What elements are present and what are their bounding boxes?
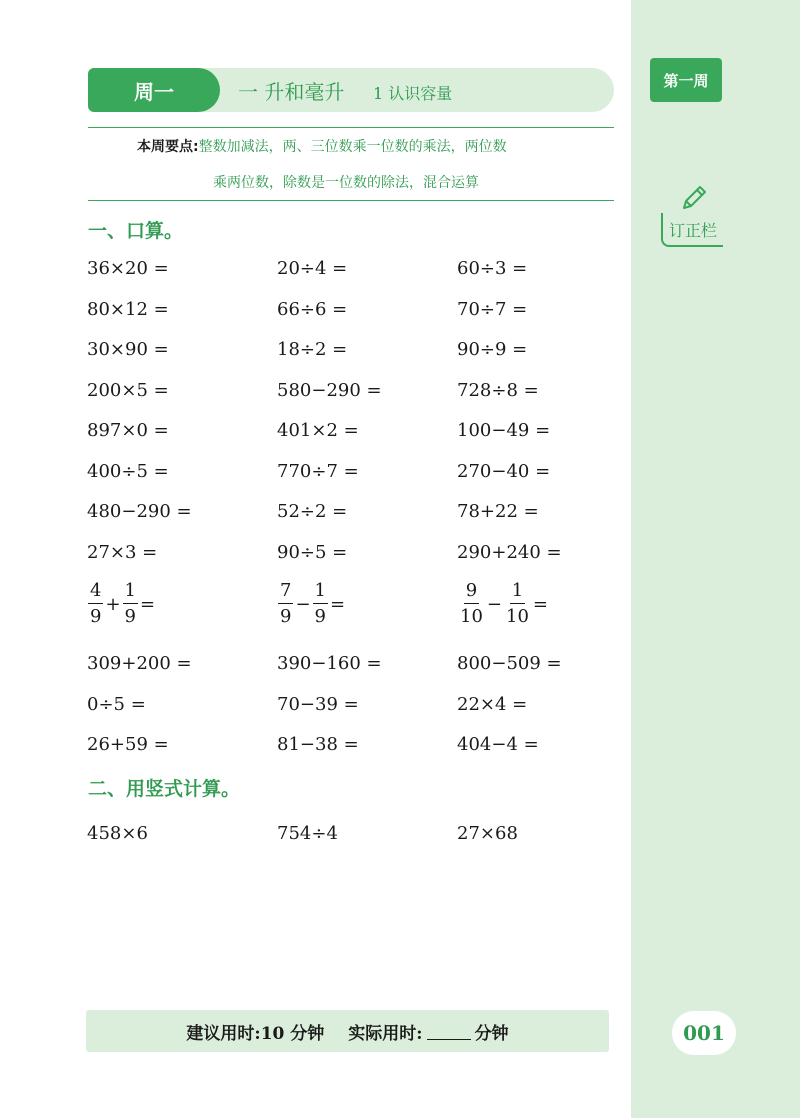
problem-item: 78+22 =: [457, 501, 539, 522]
problem-item: 70−39 =: [277, 693, 359, 715]
section-title-mental-math: 一、口算。: [88, 220, 184, 242]
equals-sign: =: [140, 593, 156, 615]
numerator: 1: [510, 582, 525, 604]
time-footer: [86, 1010, 609, 1052]
fraction: [458, 582, 485, 626]
problem-item: 80×12 =: [87, 298, 169, 320]
keypoints-line-1: [137, 136, 507, 156]
problem-item: 100−49 =: [457, 420, 551, 441]
problem-item: 27×3 =: [87, 541, 158, 563]
problem-item: 290+240 =: [457, 541, 562, 563]
suggested-time: 建议用时:10 分钟: [186, 1023, 325, 1044]
problem-item: 0÷5 =: [87, 693, 146, 715]
numerator: 1: [123, 582, 138, 604]
problem-row: [87, 534, 627, 575]
problem-item: 770÷7 =: [277, 460, 359, 482]
problem-row: [87, 453, 627, 494]
problem-item: 897×0 =: [87, 420, 169, 441]
fraction-problem: [277, 582, 346, 626]
operator: −: [295, 593, 311, 615]
problem-item: 309+200 =: [87, 653, 192, 674]
vertical-calc-problems: [87, 815, 627, 845]
lesson-title: 1 认识容量: [373, 84, 453, 103]
section-title-vertical-calc: 二、用竖式计算。: [88, 778, 241, 800]
denominator: 9: [314, 606, 326, 627]
problem-item: 81−38 =: [277, 734, 359, 755]
week-tag: 第一周: [650, 58, 722, 102]
problem-row: [87, 250, 627, 291]
problem-item: 480−290 =: [87, 501, 192, 522]
operator: −: [486, 593, 502, 615]
problem-item: 60÷3 =: [457, 258, 528, 279]
correction-column-label: 订正栏: [661, 213, 723, 247]
problem-item: 90÷5 =: [277, 541, 348, 563]
actual-time-label: 实际用时:: [348, 1023, 423, 1044]
problem-item: 270−40 =: [457, 460, 551, 482]
fraction: [123, 582, 138, 626]
sidebar: [631, 0, 800, 1118]
problem-item: 18÷2 =: [277, 339, 348, 360]
vertical-problem: 27×68: [457, 823, 518, 844]
keypoints-label: 本周要点:: [137, 139, 199, 155]
vertical-problem: 754÷4: [277, 823, 338, 844]
problem-item: 26+59 =: [87, 734, 169, 755]
problem-item: 404−4 =: [457, 734, 539, 755]
problem-row: [87, 412, 627, 453]
equals-sign: =: [532, 593, 548, 615]
problem-item: 728÷8 =: [457, 379, 539, 401]
problem-item: 400÷5 =: [87, 460, 169, 482]
denominator: 9: [124, 606, 136, 627]
problem-row: [87, 291, 627, 332]
problem-item: 66÷6 =: [277, 298, 348, 320]
problem-item: 401×2 =: [277, 420, 359, 441]
numerator: 1: [313, 582, 328, 604]
problem-item: 30×90 =: [87, 339, 169, 360]
day-label: 周一: [88, 68, 220, 112]
page-number: 001: [672, 1011, 736, 1055]
pencil-icon: [676, 182, 710, 212]
actual-time-blank[interactable]: [427, 1023, 471, 1040]
keypoints-text-1: 整数加减法，两、三位数乘一位数的乘法，两位数: [198, 139, 507, 155]
problem-row: [87, 372, 627, 413]
fraction: [88, 582, 103, 626]
fraction: [278, 582, 293, 626]
denominator: 10: [460, 606, 483, 627]
problem-item: 36×20 =: [87, 258, 169, 279]
problem-item: 52÷2 =: [277, 501, 348, 522]
actual-time-unit: 分钟: [474, 1023, 509, 1044]
problem-row: [87, 331, 627, 372]
problem-row: [87, 645, 627, 686]
problem-item: 580−290 =: [277, 379, 382, 401]
fraction-problem: [457, 582, 549, 626]
problem-row: [87, 493, 627, 534]
fraction-problem: [87, 582, 156, 626]
numerator: 4: [88, 582, 103, 604]
problem-item: 20÷4 =: [277, 258, 348, 279]
problem-item: 70÷7 =: [457, 298, 528, 320]
numerator: 9: [464, 582, 479, 604]
numerator: 7: [278, 582, 293, 604]
vertical-problem: 458×6: [87, 823, 148, 844]
problem-item: 22×4 =: [457, 693, 528, 715]
keypoints-text-2: 乘两位数，除数是一位数的除法，混合运算: [213, 175, 479, 191]
denominator: 10: [506, 606, 529, 627]
fraction: [504, 582, 531, 626]
problem-row: [87, 726, 627, 767]
problem-item: 200×5 =: [87, 379, 169, 401]
denominator: 9: [280, 606, 292, 627]
denominator: 9: [90, 606, 102, 627]
problem-item: 390−160 =: [277, 653, 382, 674]
fraction-row: [87, 574, 627, 645]
problem-item: 90÷9 =: [457, 339, 528, 360]
problem-item: 800−509 =: [457, 653, 562, 674]
operator: +: [105, 593, 121, 615]
fraction: [313, 582, 328, 626]
equals-sign: =: [330, 593, 346, 615]
mental-math-problems: [87, 250, 627, 767]
problem-row: [87, 686, 627, 727]
unit-title: 一 升和毫升: [238, 80, 345, 104]
